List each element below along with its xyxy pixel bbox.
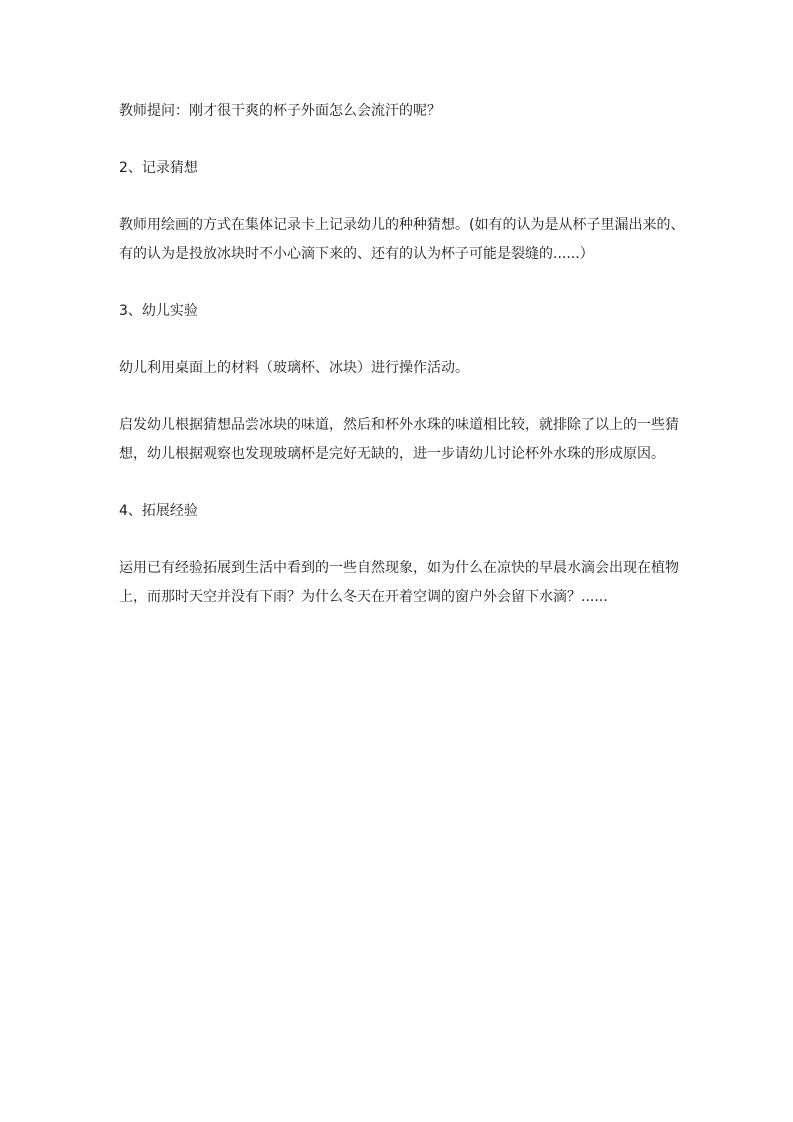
document-body [119,97,685,612]
paragraph-experiment-guidance [119,411,679,469]
heading-record-guesses [119,154,679,183]
heading-extend-experience [119,497,679,526]
heading-child-experiment [119,297,679,326]
text-line: 教师用绘画的方式在集体记录卡上记录幼儿的种种猜想。(如有的认为是从杯子里漏出来的、 [119,217,685,233]
text-line: 有的认为是投放冰块时不小心滴下来的、还有的认为杯子可能是裂缝的......） [119,246,594,262]
section-heading: 3、幼儿实验 [119,303,198,319]
paragraph-extend-experience [119,554,679,612]
paragraph-experiment-materials [119,354,679,383]
text-line: 运用已有经验拓展到生活中看到的一些自然现象，如为什么在凉快的早晨水滴会出现在植物 [119,560,679,576]
text-line: 想，幼儿根据观察也发现玻璃杯是完好无缺的，进一步请幼儿讨论杯外水珠的形成原因。 [119,446,665,462]
text-line: 上，而那时天空并没有下雨？为什么冬天在开着空调的窗户外会留下水滴？...... [119,589,608,605]
paragraph-teacher-question [119,97,679,126]
text-line: 启发幼儿根据猜想品尝冰块的味道，然后和杯外水珠的味道相比较，就排除了以上的一些猜 [119,417,679,433]
section-heading: 4、拓展经验 [119,503,198,519]
section-heading: 2、记录猜想 [119,160,198,176]
paragraph-record-guesses [119,211,685,269]
text-line: 幼儿利用桌面上的材料（玻璃杯、冰块）进行操作活动。 [119,360,469,376]
text-line: 教师提问：刚才很干爽的杯子外面怎么会流汗的呢？ [119,103,441,119]
